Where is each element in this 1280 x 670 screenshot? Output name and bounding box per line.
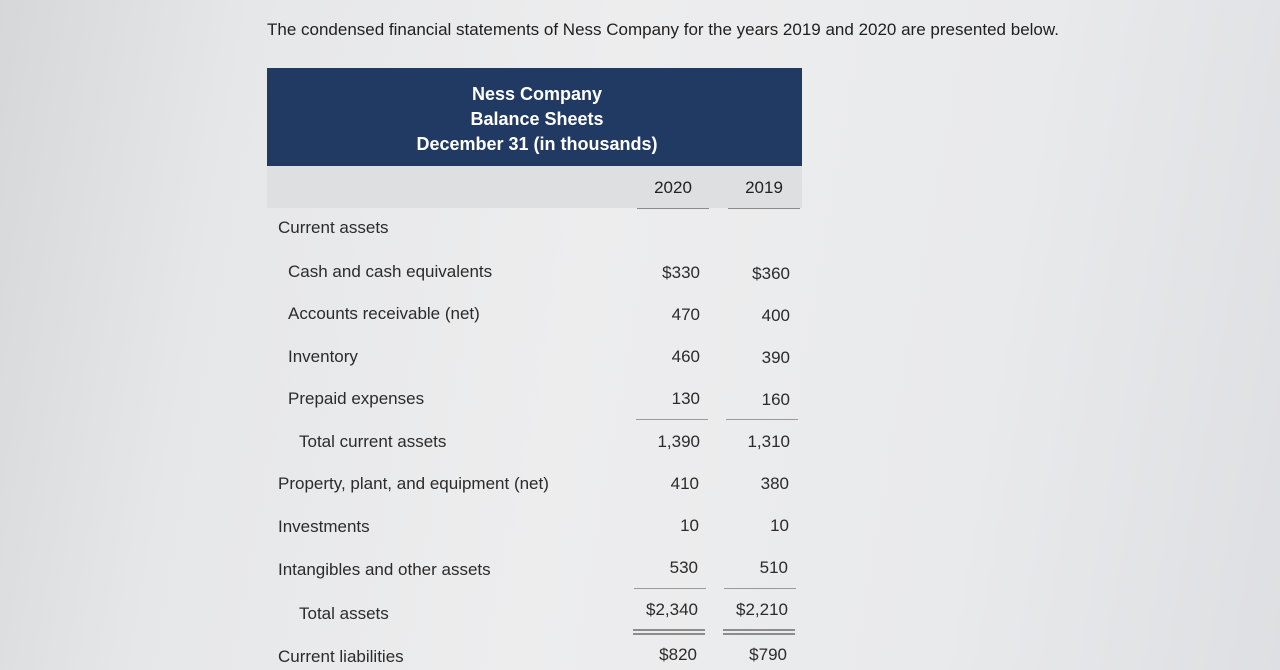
- double-rule-2019-bottom: [723, 633, 795, 635]
- value-2019-property-plant-equipment: 380: [760, 474, 789, 493]
- value-2020-prepaid-expenses: 130: [671, 389, 700, 408]
- total-rule-2019: [724, 588, 796, 589]
- row-label-accounts-receivable: Accounts receivable (net): [288, 304, 480, 323]
- subtotal-rule-2020: [636, 419, 708, 420]
- value-2019-total-current-assets: 1,310: [747, 432, 790, 451]
- row-label-inventory: Inventory: [288, 347, 358, 366]
- value-2019-inventory: 390: [761, 348, 790, 367]
- column-header-2020: 2020: [654, 178, 692, 197]
- column-rule-2020: [637, 208, 709, 209]
- double-rule-2020-top: [633, 629, 705, 631]
- statement-header: [267, 68, 802, 166]
- row-label-current-liabilities: Current liabilities: [278, 647, 404, 666]
- row-label-total-current-assets: Total current assets: [299, 432, 447, 451]
- value-2019-current-liabilities: $790: [749, 645, 787, 664]
- column-rule-2019: [728, 208, 800, 209]
- value-2019-prepaid-expenses: 160: [761, 390, 790, 409]
- double-rule-2019-top: [723, 629, 795, 631]
- row-label-investments: Investments: [278, 517, 370, 536]
- value-2020-total-current-assets: 1,390: [657, 432, 700, 451]
- double-rule-2020-bottom: [633, 633, 705, 635]
- value-2020-investments: 10: [680, 516, 699, 535]
- subtotal-rule-2019: [726, 419, 798, 420]
- row-label-current-assets: Current assets: [278, 218, 389, 237]
- value-2019-accounts-receivable: 400: [761, 306, 790, 325]
- value-2019-cash: $360: [752, 264, 790, 283]
- value-2020-intangibles: 530: [669, 558, 698, 577]
- value-2020-inventory: 460: [671, 347, 700, 366]
- row-label-property-plant-equipment: Property, plant, and equipment (net): [278, 474, 549, 493]
- intro-text: The condensed financial statements of Ness Company for the years 2019 and 2020 are presented below.: [267, 20, 1059, 39]
- row-label-cash: Cash and cash equivalents: [288, 262, 493, 281]
- statement-period: December 31 (in thousands): [416, 134, 658, 154]
- value-2020-property-plant-equipment: 410: [670, 474, 699, 493]
- value-2020-current-liabilities: $820: [659, 645, 697, 664]
- total-rule-2020: [634, 588, 706, 589]
- value-2020-accounts-receivable: 470: [671, 305, 700, 324]
- value-2020-total-assets: $2,340: [646, 600, 698, 619]
- value-2020-cash: $330: [662, 263, 700, 282]
- company-name: Ness Company: [471, 84, 603, 104]
- column-header-band: [267, 166, 802, 208]
- column-header-2019: 2019: [745, 178, 783, 197]
- row-label-intangibles: Intangibles and other assets: [278, 560, 491, 579]
- value-2019-total-assets: $2,210: [736, 600, 788, 619]
- statement-title: Balance Sheets: [470, 109, 604, 129]
- value-2019-intangibles: 510: [759, 558, 788, 577]
- row-label-prepaid-expenses: Prepaid expenses: [288, 389, 425, 408]
- row-label-total-assets: Total assets: [299, 604, 389, 623]
- value-2019-investments: 10: [770, 516, 789, 535]
